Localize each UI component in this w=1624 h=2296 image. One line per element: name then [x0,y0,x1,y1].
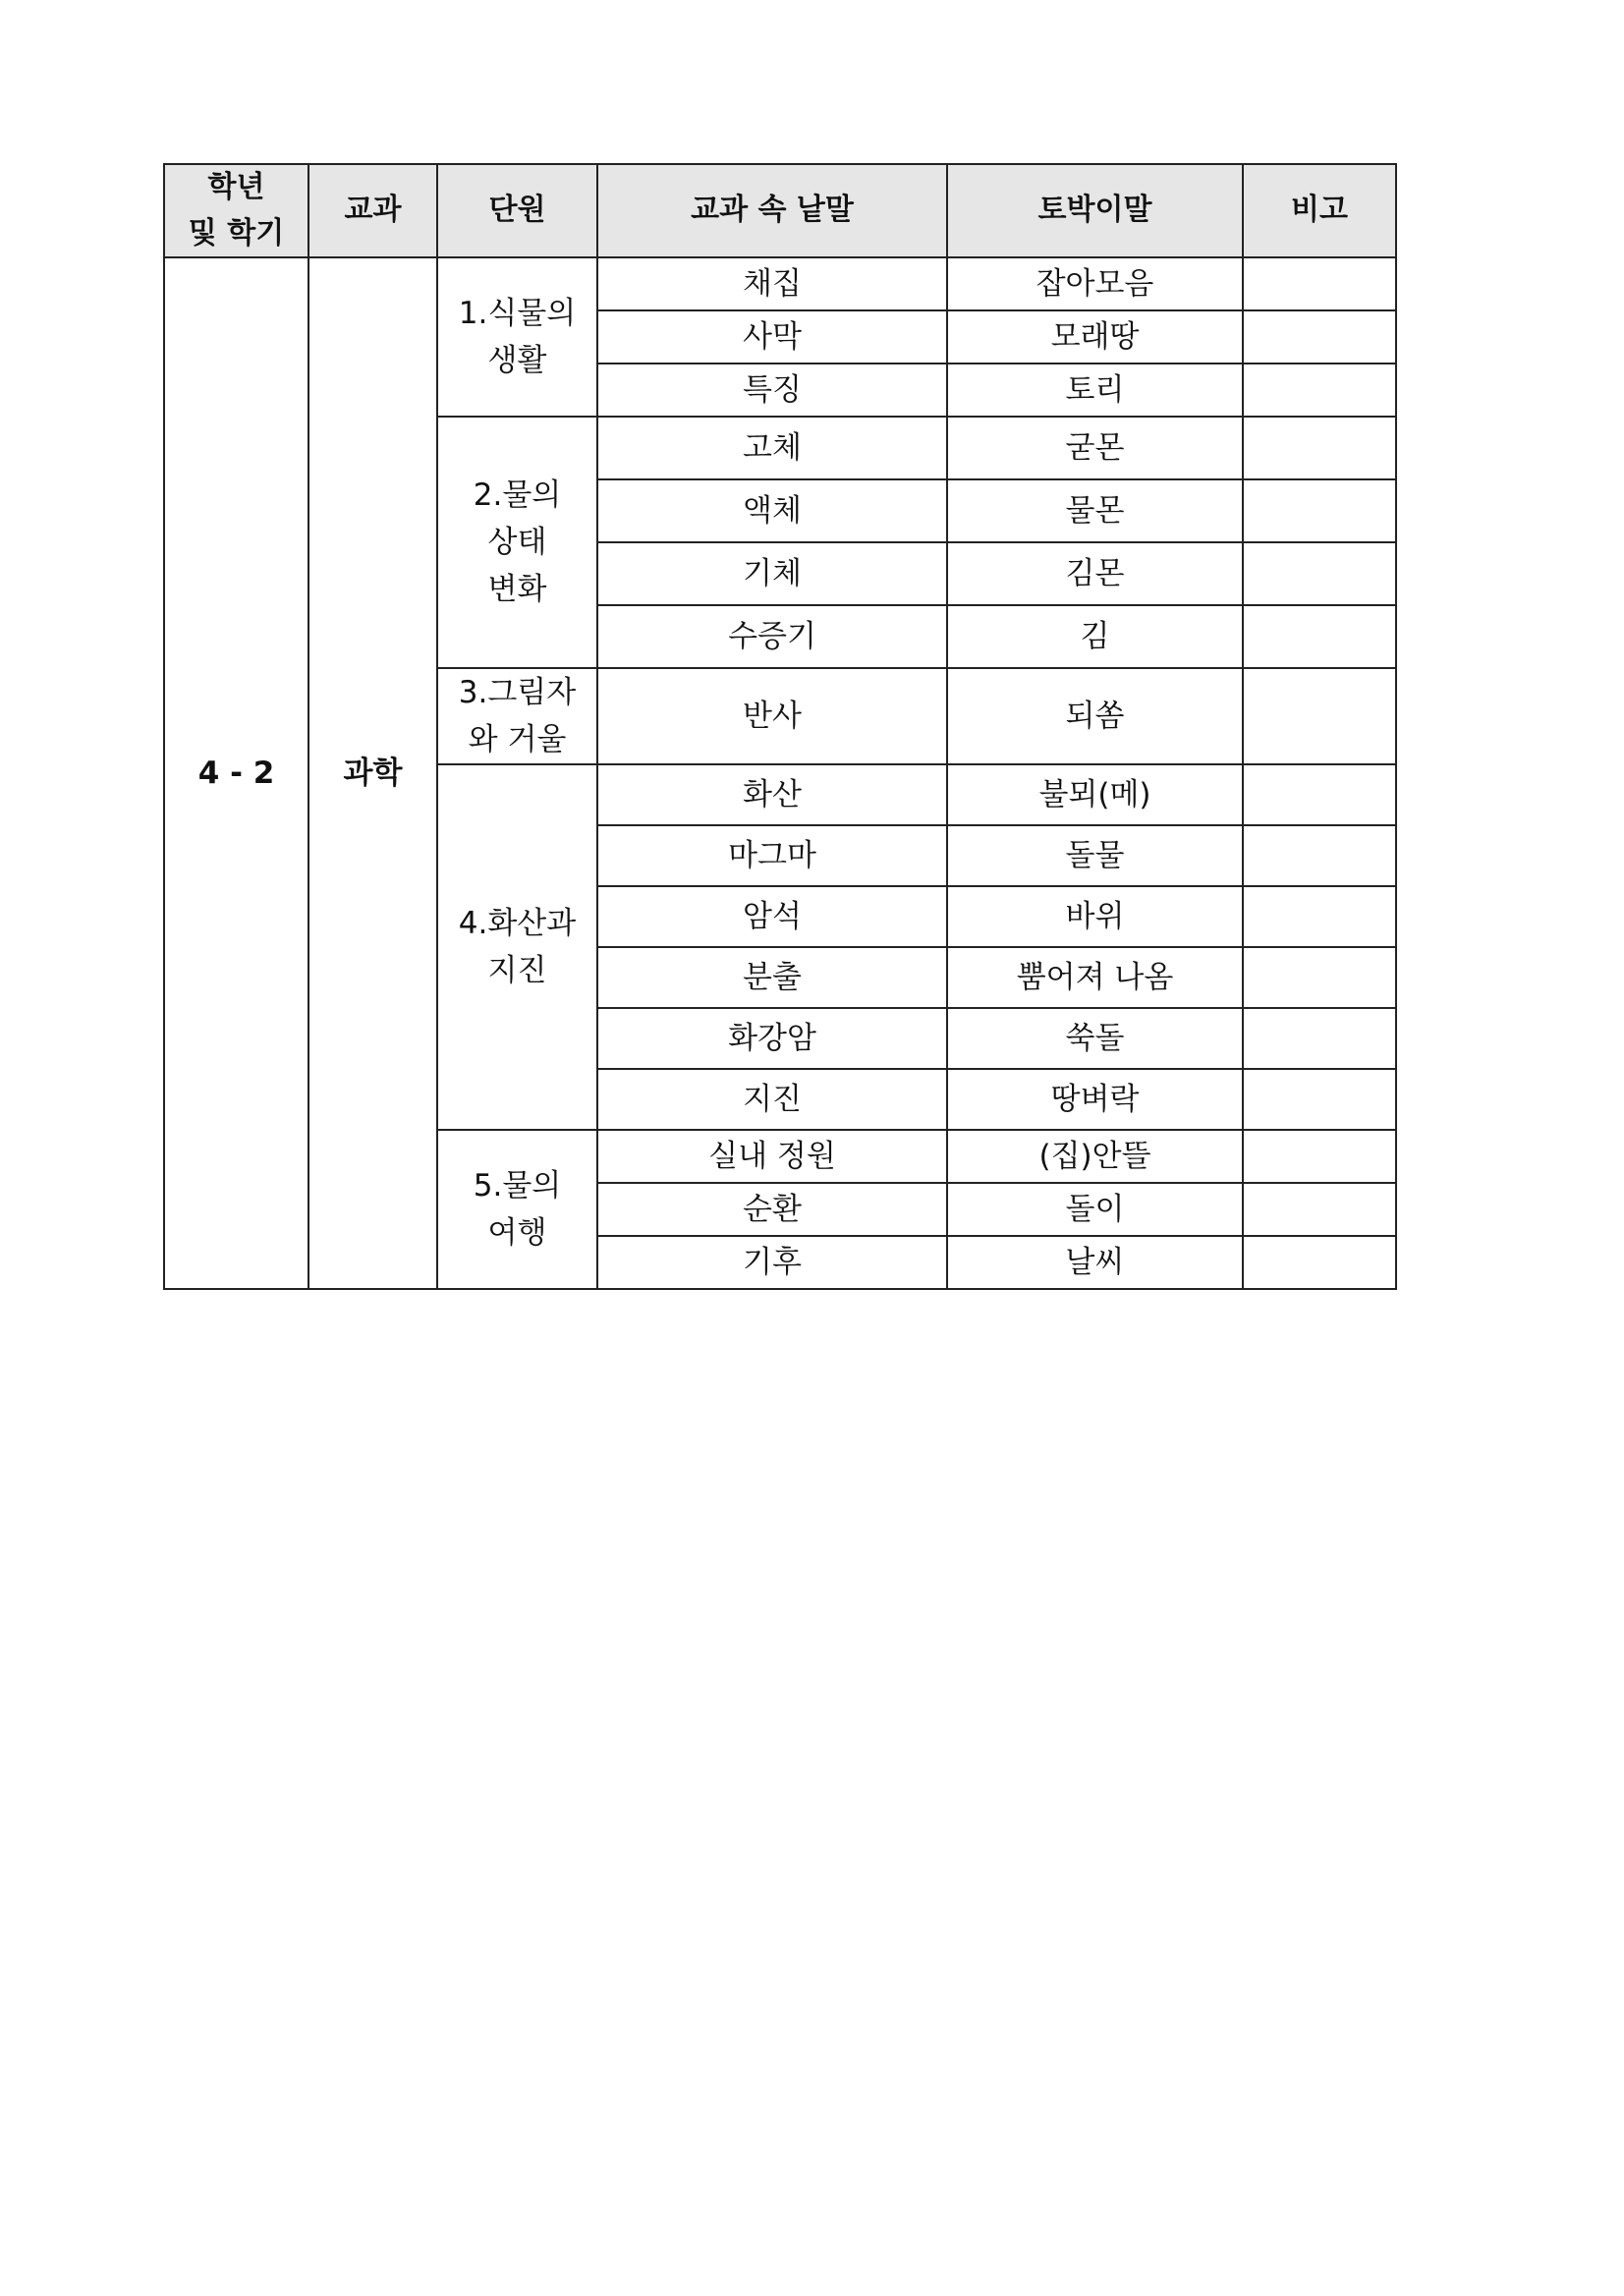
remarks-cell [1243,542,1396,605]
textbook-word-cell: 기체 [597,542,947,605]
remarks-cell [1243,310,1396,364]
header-subject: 교과 [308,164,437,257]
textbook-word-cell: 지진 [597,1069,947,1130]
unit-cell: 4.화산과 지진 [437,764,597,1130]
unit-cell: 2.물의 상태 변화 [437,417,597,668]
header-native-word: 토박이말 [947,164,1243,257]
native-word-cell: 모래땅 [947,310,1243,364]
textbook-word-cell: 암석 [597,886,947,947]
remarks-cell [1243,605,1396,668]
textbook-word-cell: 분출 [597,947,947,1008]
native-word-cell: 땅벼락 [947,1069,1243,1130]
textbook-word-cell: 고체 [597,417,947,479]
remarks-cell [1243,1008,1396,1069]
native-word-cell: 잡아모음 [947,257,1243,310]
table-row [164,257,1396,310]
header-grade-semester: 학년 및 학기 [164,164,308,257]
textbook-word-cell: 화강암 [597,1008,947,1069]
native-word-cell: 돌물 [947,825,1243,886]
unit-cell: 3.그림자 와 거울 [437,668,597,764]
textbook-word-cell: 실내 정원 [597,1130,947,1183]
textbook-word-cell: 사막 [597,310,947,364]
textbook-word-cell: 순환 [597,1183,947,1236]
native-word-cell: 김몬 [947,542,1243,605]
textbook-word-cell: 수증기 [597,605,947,668]
unit-cell: 1.식물의 생활 [437,257,597,417]
remarks-cell [1243,1236,1396,1289]
native-word-cell: 굳몬 [947,417,1243,479]
native-word-cell: 토리 [947,364,1243,417]
textbook-word-cell: 반사 [597,668,947,764]
textbook-word-cell: 화산 [597,764,947,825]
native-word-cell: 김 [947,605,1243,668]
remarks-cell [1243,479,1396,542]
textbook-word-cell: 특징 [597,364,947,417]
native-word-cell: 쑥돌 [947,1008,1243,1069]
remarks-cell [1243,886,1396,947]
native-word-cell: 날씨 [947,1236,1243,1289]
remarks-cell [1243,668,1396,764]
textbook-word-cell: 채집 [597,257,947,310]
remarks-cell [1243,825,1396,886]
header-remarks: 비고 [1243,164,1396,257]
header-row [164,164,1396,257]
remarks-cell [1243,1130,1396,1183]
remarks-cell [1243,364,1396,417]
grade-semester-cell: 4 - 2 [164,257,308,1289]
native-word-cell: 불뫼(메) [947,764,1243,825]
native-word-cell: 돌이 [947,1183,1243,1236]
subject-cell: 과학 [308,257,437,1289]
native-word-cell: 되쏨 [947,668,1243,764]
remarks-cell [1243,1183,1396,1236]
unit-cell: 5.물의 여행 [437,1130,597,1289]
remarks-cell [1243,417,1396,479]
textbook-word-cell: 액체 [597,479,947,542]
header-unit: 단원 [437,164,597,257]
table-body [164,257,1396,1289]
native-word-cell: 바위 [947,886,1243,947]
native-word-cell: (집)안뜰 [947,1130,1243,1183]
textbook-word-cell: 기후 [597,1236,947,1289]
remarks-cell [1243,764,1396,825]
remarks-cell [1243,257,1396,310]
native-word-cell: 뿜어져 나옴 [947,947,1243,1008]
header-textbook-word: 교과 속 낱말 [597,164,947,257]
remarks-cell [1243,947,1396,1008]
native-word-cell: 물몬 [947,479,1243,542]
textbook-word-cell: 마그마 [597,825,947,886]
remarks-cell [1243,1069,1396,1130]
vocabulary-table [163,163,1397,1290]
